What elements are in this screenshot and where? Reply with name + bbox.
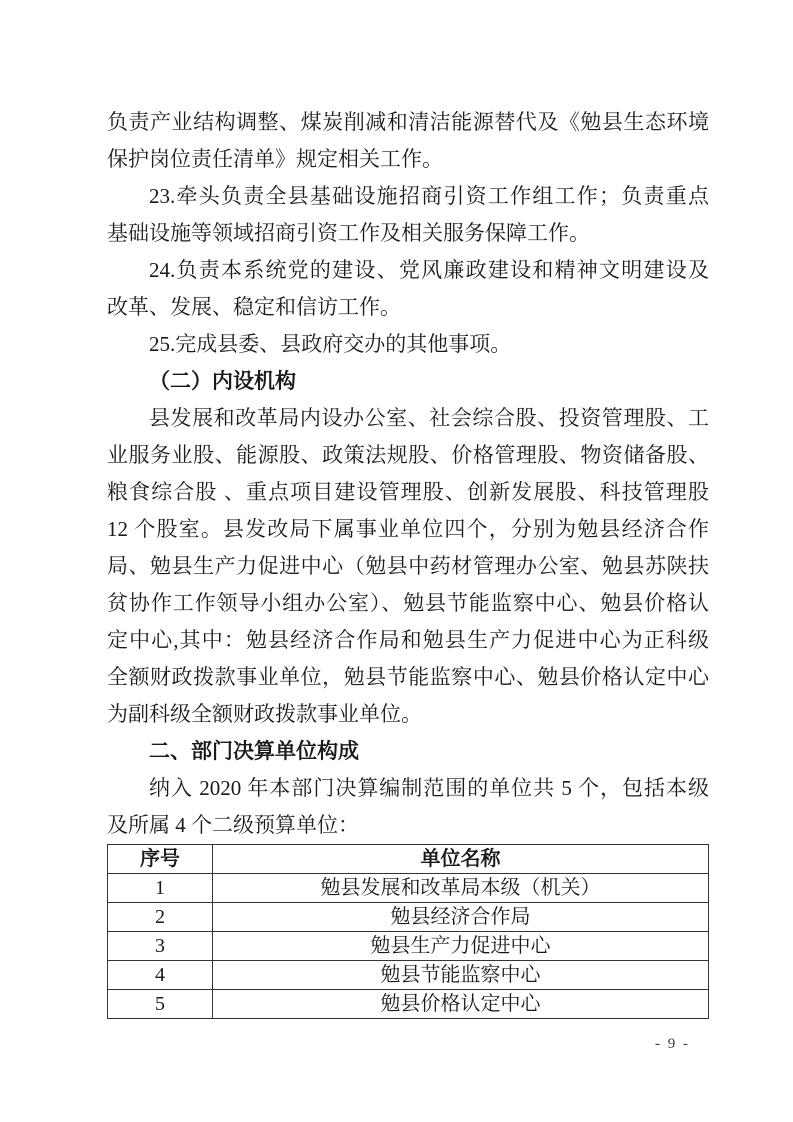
cell-index: 5 (108, 990, 213, 1019)
text-line: 纳入 2020 年本部门决算编制范围的单位共 5 个，包括本级 (149, 776, 709, 800)
text-line: （二）内设机构 (149, 370, 296, 393)
table-row (108, 932, 709, 961)
text-line: 局、勉县生产力促进中心（勉县中药材管理办公室、勉县苏陕扶 (107, 554, 709, 578)
cell-index: 1 (108, 874, 213, 903)
text-line: 二、部门决算单位构成 (149, 740, 359, 763)
text-line: 业服务业股、能源股、政策法规股、价格管理股、物资储备股、 (107, 443, 709, 467)
units-table-header (108, 845, 709, 874)
units-table-body (108, 874, 709, 1019)
text-line: 定中心,其中：勉县经济合作局和勉县生产力促进中心为正科级 (107, 628, 709, 652)
page-number: - 9 - (655, 1036, 690, 1052)
header-row (108, 845, 709, 874)
section-heading (107, 733, 709, 770)
body-paragraph (107, 178, 709, 252)
cell-index: 2 (108, 903, 213, 932)
text-line: 全额财政拨款事业单位，勉县节能监察中心、勉县价格认定中心 (107, 665, 709, 689)
table-row (108, 990, 709, 1019)
text-line: 改革、发展、稳定和信访工作。 (107, 295, 401, 319)
cell-index: 3 (108, 932, 213, 961)
body-paragraph (107, 400, 709, 733)
column-header: 单位名称 (213, 845, 709, 874)
text-line: 基础设施等领域招商引资工作及相关服务保障工作。 (107, 221, 590, 245)
cell-index: 4 (108, 961, 213, 990)
text-line: 23.牵头负责全县基础设施招商引资工作组工作；负责重点 (149, 184, 709, 208)
text-line: 为副科级全额财政拨款事业单位。 (107, 702, 422, 726)
body-paragraph (107, 770, 709, 844)
table-row (108, 903, 709, 932)
text-line: 保护岗位责任清单》规定相关工作。 (107, 147, 443, 171)
cell-unit-name: 勉县发展和改革局本级（机关） (213, 874, 709, 903)
body-paragraph (107, 104, 709, 178)
text-line: 及所属 4 个二级预算单位： (107, 813, 359, 837)
units-table (107, 844, 709, 1019)
paragraph-container (107, 104, 709, 844)
text-line: 12 个股室。县发改局下属事业单位四个，分别为勉县经济合作 (107, 517, 709, 541)
table-row (108, 961, 709, 990)
body-paragraph (107, 252, 709, 326)
cell-unit-name: 勉县节能监察中心 (213, 961, 709, 990)
text-line: 25.完成县委、县政府交办的其他事项。 (149, 332, 512, 356)
document-body (107, 104, 709, 1019)
text-line: 24.负责本系统党的建设、党风廉政建设和精神文明建设及 (149, 258, 709, 282)
text-line: 负责产业结构调整、煤炭削减和清洁能源替代及《勉县生态环境 (107, 110, 709, 134)
table-row (108, 874, 709, 903)
body-paragraph (107, 326, 709, 363)
text-line: 粮食综合股 、重点项目建设管理股、创新发展股、科技管理股 (107, 480, 709, 504)
text-line: 贫协作工作领导小组办公室）、勉县节能监察中心、勉县价格认 (107, 591, 709, 615)
cell-unit-name: 勉县价格认定中心 (213, 990, 709, 1019)
section-heading (107, 363, 709, 400)
text-line: 县发展和改革局内设办公室、社会综合股、投资管理股、工 (149, 406, 709, 430)
cell-unit-name: 勉县生产力促进中心 (213, 932, 709, 961)
column-header: 序号 (108, 845, 213, 874)
cell-unit-name: 勉县经济合作局 (213, 903, 709, 932)
